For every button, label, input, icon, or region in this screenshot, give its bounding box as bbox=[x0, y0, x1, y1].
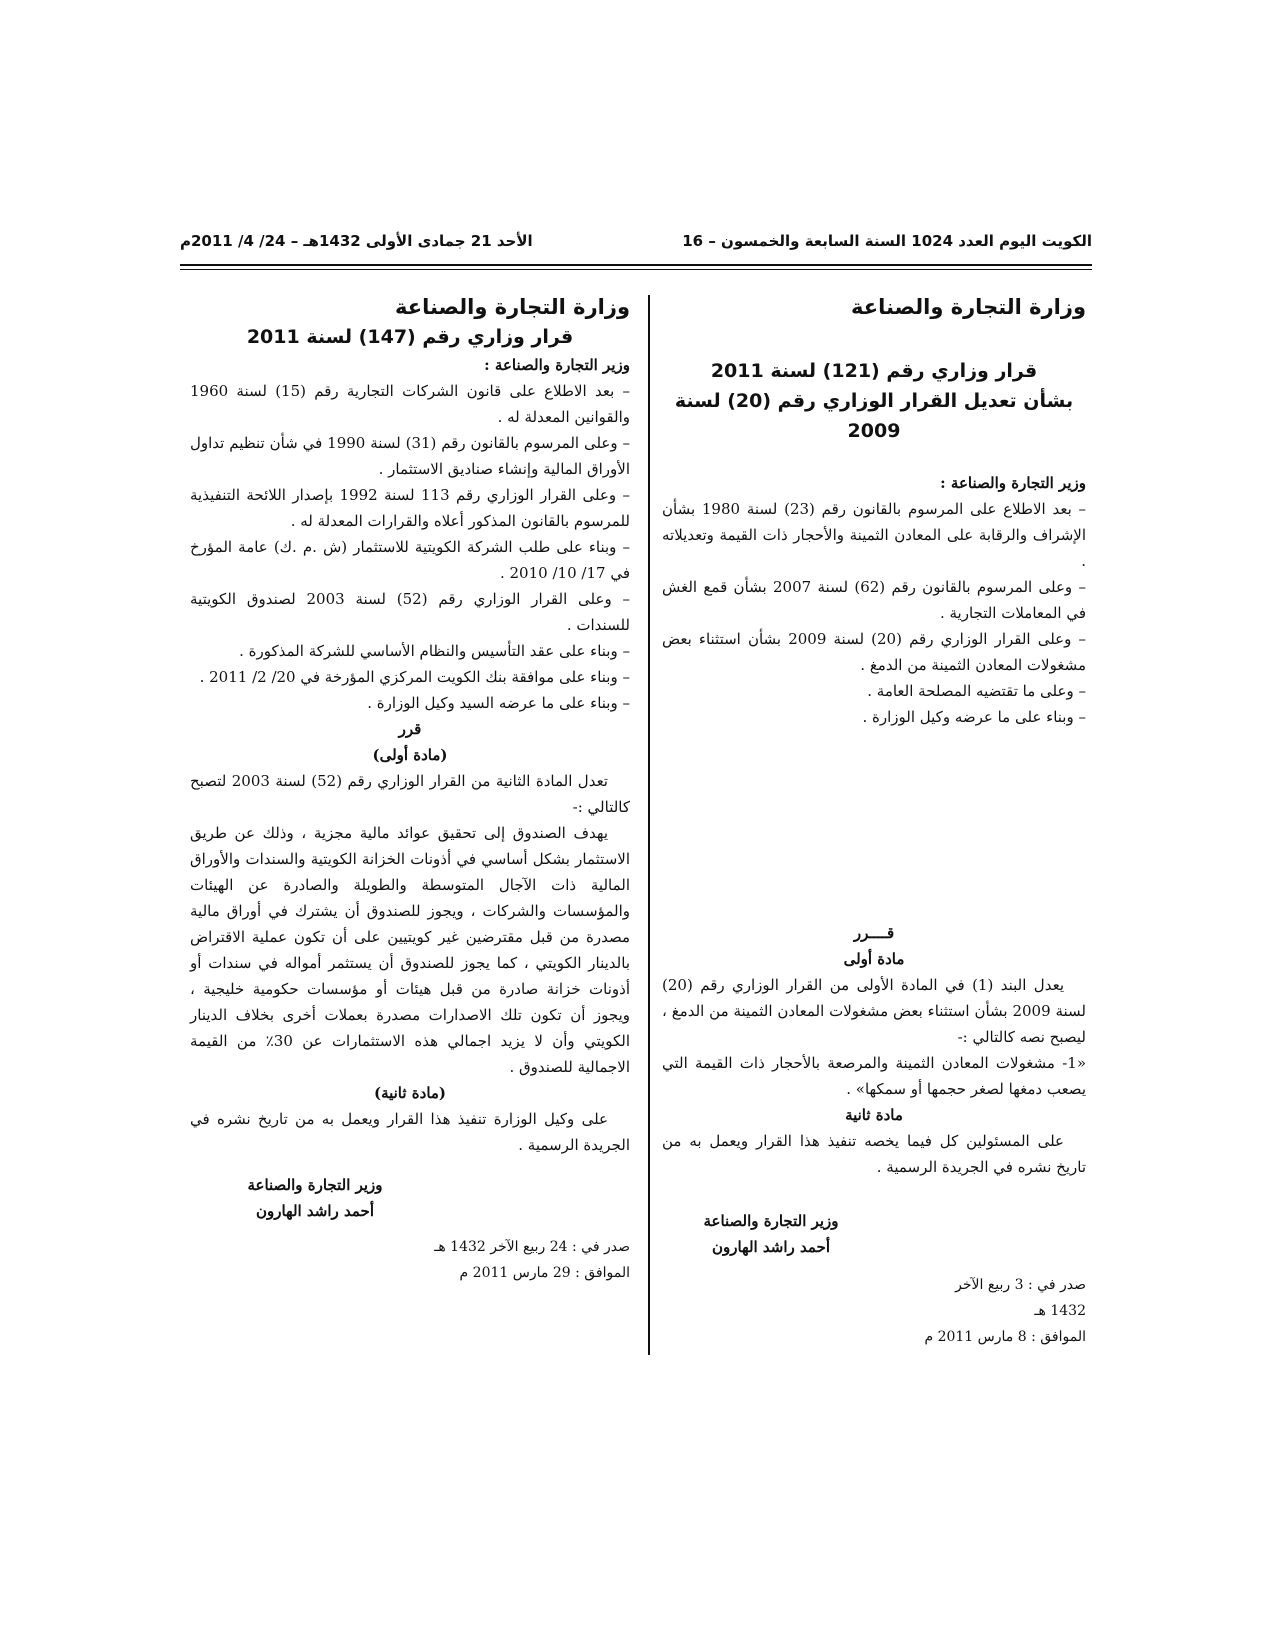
preamble-item: – وعلى المرسوم بالقانون رقم (31) لسنة 1990 في شأن تنظيم تداول الأوراق المالية وإنشاء صناديق الاستثمار . bbox=[190, 434, 630, 478]
signatory-title: وزير التجارة والصناعة bbox=[247, 1176, 383, 1194]
preamble-item: – وبناء على ما عرضه وكيل الوزارة . bbox=[862, 708, 1086, 726]
decided-heading: قــــرر bbox=[853, 924, 895, 942]
ministry-heading: وزارة التجارة والصناعة bbox=[851, 295, 1086, 319]
decision-147-column bbox=[190, 292, 630, 1286]
addressee: وزير التجارة والصناعة : bbox=[484, 356, 630, 374]
article-2-text: على وكيل الوزارة تنفيذ هذا القرار ويعمل به من تاريخ نشره في الجريدة الرسمية . bbox=[190, 1110, 630, 1154]
article-1-heading: مادة أولى bbox=[843, 950, 905, 968]
header-issue-info: الكويت اليوم العدد 1024 السنة السابعة والخمسون – 16 bbox=[682, 232, 1092, 250]
article-1-text: تعدل المادة الثانية من القرار الوزاري رقم (52) لسنة 2003 لتصبح كالتالي :- bbox=[190, 772, 630, 816]
preamble-item: – بعد الاطلاع على المرسوم بالقانون رقم (23) لسنة 1980 بشأن الإشراف والرقابة على المعادن الثمينة والأحجار ذات القيمة وتعديلاته . bbox=[662, 500, 1086, 570]
decision-subtitle: بشأن تعديل القرار الوزاري رقم (20) لسنة 2009 bbox=[674, 390, 1074, 442]
decided-heading: قرر bbox=[398, 720, 422, 738]
article-1-body: يهدف الصندوق إلى تحقيق عوائد مالية مجزية ، وذلك عن طريق الاستثمار بشكل أساسي في أذونات الخزانة الكويتية والسندات والأوراق المالية ذات الآجال المتوسطة والطويلة والصادرة عن الهيئات والمؤسسات والشركات ، ويجوز للصندوق أن يشترك في أوراق مالية مصدرة من قبل مقترضين غير كويتيين على أن تكون عملية الاقتراض بالدينار الكويتي ، كما يجوز للصندوق أن يستثمر أمواله في سندات أو أذونات خزانة صادرة من قبل هيئات أو مؤسسات حكومية خليجية ، ويجوز أن تكون تلك الاصدارات مصدرة بعملات أخرى بخلاف الدينار الكويتي وأن لا يزيد اجمالي هذه الاستثمارات عن 30٪ من القيمة الاجمالية للصندوق . bbox=[190, 824, 630, 1076]
column-divider bbox=[648, 295, 650, 1355]
preamble-item: – وبناء على ما عرضه السيد وكيل الوزارة . bbox=[367, 694, 630, 712]
article-2-text: على المسئولين كل فيما يخصه تنفيذ هذا القرار ويعمل به من تاريخ نشره في الجريدة الرسمية . bbox=[662, 1132, 1086, 1176]
article-1-quote: «1- مشغولات المعادن الثمينة والمرصعة بالأحجار ذات القيمة التي يصعب دمغها لصغر حجمها أو سمكها» . bbox=[662, 1054, 1086, 1098]
decision-title: قرار وزاري رقم (121) لسنة 2011 bbox=[710, 360, 1038, 382]
article-2-heading: (مادة ثانية) bbox=[373, 1084, 447, 1102]
gregorian-date: الموافق : 29 مارس 2011 م bbox=[459, 1265, 630, 1281]
preamble-item: – وبناء على عقد التأسيس والنظام الأساسي للشركة المذكورة . bbox=[239, 642, 630, 660]
preamble-item: – وبناء على موافقة بنك الكويت المركزي المؤرخة في 20/ 2/ 2011 . bbox=[199, 668, 630, 686]
header-rule bbox=[180, 264, 1092, 266]
signatory-name: أحمد راشد الهارون bbox=[711, 1238, 830, 1256]
gregorian-date: الموافق : 8 مارس 2011 م bbox=[924, 1329, 1086, 1345]
issue-date: صدر في : 3 ربيع الآخر 1432 هـ bbox=[955, 1277, 1086, 1319]
article-2-heading: مادة ثانية bbox=[845, 1106, 903, 1124]
preamble-item: – وعلى المرسوم بالقانون رقم (62) لسنة 2007 بشأن قمع الغش في المعاملات التجارية . bbox=[662, 578, 1086, 622]
ministry-heading: وزارة التجارة والصناعة bbox=[395, 295, 630, 319]
preamble-item: – بعد الاطلاع على قانون الشركات التجارية رقم (15) لسنة 1960 والقوانين المعدلة له . bbox=[190, 382, 630, 426]
article-1-heading: (مادة أولى) bbox=[372, 746, 448, 764]
header-date: الأحد 21 جمادى الأولى 1432هـ – 24/ 4/ 2011م bbox=[180, 232, 533, 250]
page-header bbox=[180, 228, 1092, 258]
addressee: وزير التجارة والصناعة : bbox=[940, 474, 1086, 492]
article-1-text: يعدل البند (1) في المادة الأولى من القرار الوزاري رقم (20) لسنة 2009 بشأن استثناء بعض مشغولات المعادن الثمينة من الدمغ ، ليصبح نصه كالتالي :- bbox=[662, 976, 1086, 1046]
issue-date: صدر في : 24 ربيع الآخر 1432 هـ bbox=[434, 1239, 630, 1255]
decision-121-column bbox=[662, 292, 1086, 1350]
signatory-name: أحمد راشد الهارون bbox=[255, 1202, 374, 1220]
preamble-item: – وبناء على طلب الشركة الكويتية للاستثمار (ش .م .ك) عامة المؤرخ في 17/ 10/ 2010 . bbox=[190, 538, 630, 582]
preamble-item: – وعلى القرار الوزاري رقم (20) لسنة 2009 بشأن استثناء بعض مشغولات المعادن الثمينة من الدمغ . bbox=[662, 630, 1086, 674]
preamble-item: – وعلى القرار الوزاري رقم (52) لسنة 2003 لصندوق الكويتية للسندات . bbox=[190, 590, 630, 634]
preamble-item: – وعلى ما تقتضيه المصلحة العامة . bbox=[867, 682, 1086, 700]
preamble-item: – وعلى القرار الوزاري رقم 113 لسنة 1992 بإصدار اللائحة التنفيذية للمرسوم بالقانون المذكور أعلاه والقرارات المعدلة له . bbox=[190, 486, 631, 530]
header-rule-thin bbox=[180, 269, 1092, 270]
decision-title: قرار وزاري رقم (147) لسنة 2011 bbox=[246, 326, 574, 348]
signatory-title: وزير التجارة والصناعة bbox=[703, 1212, 839, 1230]
